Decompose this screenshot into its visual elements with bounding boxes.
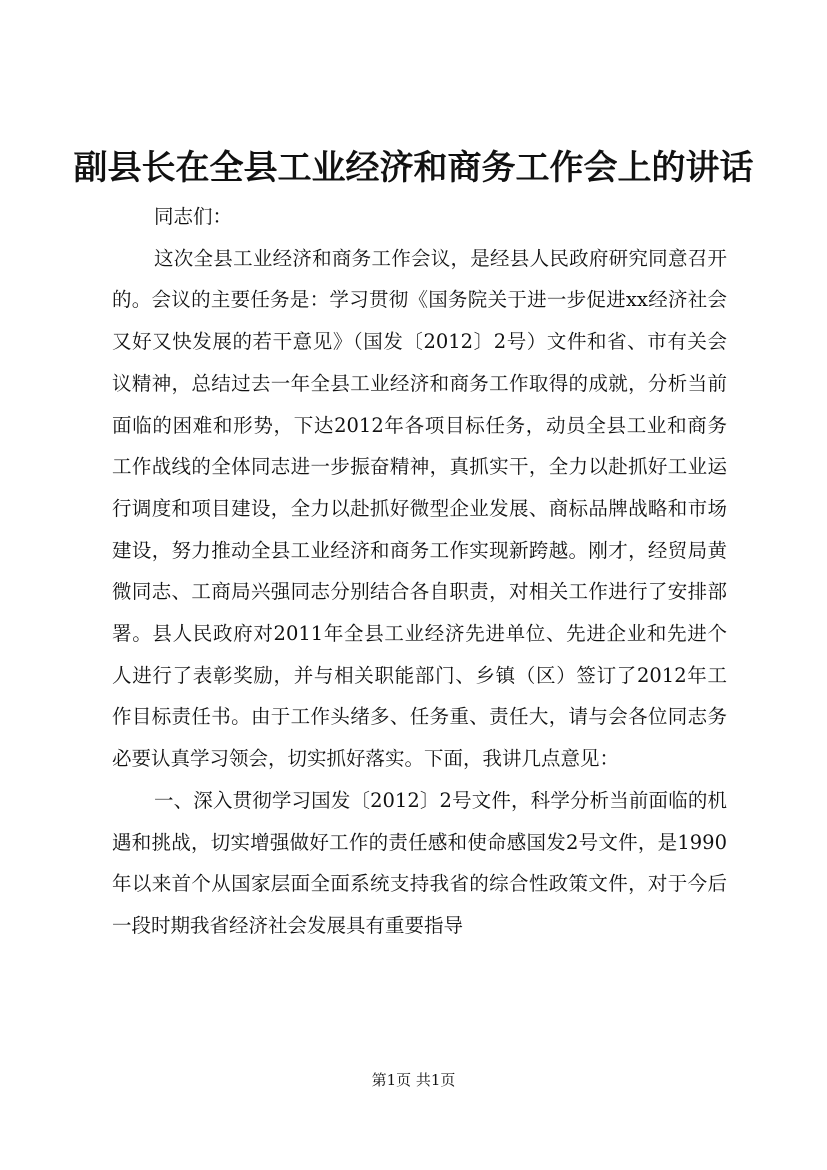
document-title: 副县长在全县工业经济和商务工作会上的讲话 <box>73 148 754 188</box>
paragraph-2: 一、深入贯彻学习国发〔2012〕2号文件，科学分析当前面临的机遇和挑战，切实增强做好工作的责任感和使命感国发2号文件，是1990年以来首个从国家层面全面系统支持我省的综合性政策文件，对于今后一段时期我省经济社会发展具有重要指导 <box>112 788 727 937</box>
page-number-footer: 第1页 共1页 <box>371 1071 456 1089</box>
paragraph-1: 这次全县工业经济和商务工作会议，是经县人民政府研究同意召开的。会议的主要任务是：学习贯彻《国务院关于进一步促进xx经济社会又好又快发展的若干意见》（国发〔2012〕2号）文件和省、市有关会议精神，总结过去一年全县工业经济和商务工作取得的成就，分析当前面临的困难和形势，下达2012年各项目标任务，动员全县工业和商务工作战线的全体同志进一步振奋精神，真抓实干，全力以赴抓好工业运行调度和项目建设，全力以赴抓好微型企业发展、商标品牌战略和市场建设，努力推动全县工业经济和商务工作实现新跨越。刚才，经贸局黄微同志、工商局兴强同志分别结合各自职责，对相关工作进行了安排部署。县人民政府对2011年全县工业经济先进单位、先进企业和先进个人进行了表彰奖励，并与相关职能部门、乡镇（区）签订了2012年工作目标责任书。由于工作头绪多、任务重、责任大，请与会各位同志务必要认真学习领会，切实抓好落实。下面，我讲几点意见： <box>112 246 727 771</box>
document-body <box>112 196 727 947</box>
salutation: 同志们： <box>154 205 233 228</box>
